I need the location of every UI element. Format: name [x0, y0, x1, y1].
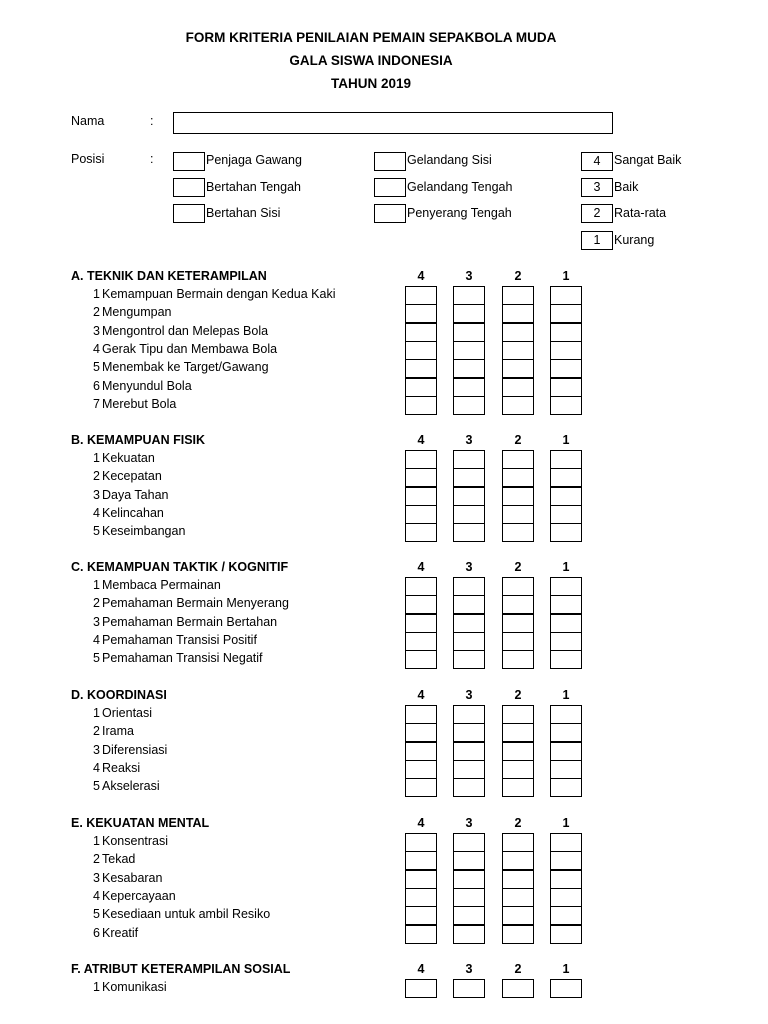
- criteria-item-number: 2: [93, 469, 100, 484]
- score-box-4[interactable]: [405, 979, 437, 998]
- criteria-item-label: Konsentrasi: [102, 834, 169, 848]
- score-box-2[interactable]: [502, 450, 534, 469]
- score-box-1[interactable]: [550, 505, 582, 524]
- score-box-4[interactable]: [405, 833, 437, 852]
- score-box-1[interactable]: [550, 705, 582, 724]
- criteria-item-label: Pemahaman Transisi Negatif: [102, 651, 263, 666]
- name-colon: :: [150, 114, 154, 128]
- criteria-item-number: 1: [93, 451, 100, 465]
- score-box-1[interactable]: [550, 906, 582, 925]
- section-title-kemampuan-taktik-kognitif: C. KEMAMPUAN TAKTIK / KOGNITIF: [71, 560, 289, 574]
- criteria-item-label: Kepercayaan: [102, 888, 176, 903]
- score-box-1[interactable]: [550, 742, 582, 761]
- score-box-4[interactable]: [405, 487, 437, 506]
- criteria-item-label: Irama: [102, 724, 134, 739]
- score-column-header: 3: [465, 560, 473, 574]
- score-box-2[interactable]: [502, 742, 534, 761]
- criteria-item-label: Daya Tahan: [102, 487, 169, 502]
- criteria-item-number: 5: [93, 779, 100, 794]
- score-box-2[interactable]: [502, 487, 534, 506]
- score-box-3[interactable]: [453, 450, 485, 469]
- score-box-4[interactable]: [405, 595, 437, 614]
- score-box-4[interactable]: [405, 396, 437, 415]
- score-column-header: 2: [514, 433, 522, 447]
- position-label-bertahan-sisi: Bertahan Sisi: [206, 206, 281, 220]
- legend-score-1: 1: [581, 231, 613, 250]
- score-box-2[interactable]: [502, 286, 534, 305]
- criteria-item-label: Kesediaan untuk ambil Resiko: [102, 907, 271, 922]
- score-box-3[interactable]: [453, 742, 485, 761]
- score-column-header: 4: [417, 688, 425, 702]
- score-box-1[interactable]: [550, 577, 582, 596]
- score-box-2[interactable]: [502, 778, 534, 797]
- score-box-4[interactable]: [405, 906, 437, 925]
- score-box-3[interactable]: [453, 632, 485, 651]
- score-box-1[interactable]: [550, 650, 582, 669]
- score-box-2[interactable]: [502, 888, 534, 907]
- score-box-4[interactable]: [405, 888, 437, 907]
- score-box-3[interactable]: [453, 286, 485, 305]
- score-box-2[interactable]: [502, 468, 534, 487]
- score-box-2[interactable]: [502, 323, 534, 342]
- score-box-1[interactable]: [550, 286, 582, 305]
- section-title-kemampuan-fisik: B. KEMAMPUAN FISIK: [71, 433, 206, 447]
- score-box-3[interactable]: [453, 979, 485, 998]
- score-box-2[interactable]: [502, 595, 534, 614]
- score-column-header: 1: [562, 269, 570, 283]
- score-box-1[interactable]: [550, 487, 582, 506]
- score-box-4[interactable]: [405, 378, 437, 397]
- criteria-item-label: Mengumpan: [102, 305, 172, 320]
- score-box-4[interactable]: [405, 760, 437, 779]
- score-box-2[interactable]: [502, 378, 534, 397]
- criteria-item-number: 4: [93, 341, 100, 356]
- score-box-3[interactable]: [453, 487, 485, 506]
- score-box-4[interactable]: [405, 341, 437, 360]
- criteria-item-number: 7: [93, 396, 100, 411]
- score-box-4[interactable]: [405, 505, 437, 524]
- criteria-item-label: Kekuatan: [102, 451, 155, 465]
- score-box-2[interactable]: [502, 851, 534, 870]
- criteria-item-label: Kreatif: [102, 925, 139, 940]
- score-box-2[interactable]: [502, 925, 534, 944]
- section-title-koordinasi: D. KOORDINASI: [71, 688, 167, 702]
- score-box-2[interactable]: [502, 979, 534, 998]
- score-box-3[interactable]: [453, 577, 485, 596]
- score-box-4[interactable]: [405, 705, 437, 724]
- position-checkbox-gelandang-sisi[interactable]: [374, 152, 406, 171]
- legend-label-kurang: Kurang: [614, 233, 655, 247]
- name-input[interactable]: [173, 112, 613, 134]
- score-box-4[interactable]: [405, 450, 437, 469]
- score-box-3[interactable]: [453, 705, 485, 724]
- position-label-gelandang-sisi: Gelandang Sisi: [407, 153, 492, 167]
- score-box-1[interactable]: [550, 833, 582, 852]
- score-box-2[interactable]: [502, 304, 534, 323]
- criteria-item-number: 5: [93, 907, 100, 922]
- score-box-2[interactable]: [502, 906, 534, 925]
- criteria-item-number: 2: [93, 305, 100, 320]
- criteria-item-number: 1: [93, 706, 100, 720]
- score-box-4[interactable]: [405, 523, 437, 542]
- score-box-4[interactable]: [405, 614, 437, 633]
- criteria-item-label: Membaca Permainan: [102, 578, 221, 592]
- criteria-item-label: Diferensiasi: [102, 742, 168, 757]
- score-box-2[interactable]: [502, 396, 534, 415]
- score-box-3[interactable]: [453, 304, 485, 323]
- score-box-1[interactable]: [550, 378, 582, 397]
- score-box-2[interactable]: [502, 760, 534, 779]
- criteria-item-number: 3: [93, 614, 100, 629]
- score-column-header: 4: [417, 433, 425, 447]
- criteria-item-label: Komunikasi: [102, 980, 167, 994]
- criteria-item-number: 3: [93, 742, 100, 757]
- legend-score-3: 3: [581, 178, 613, 197]
- score-box-4[interactable]: [405, 778, 437, 797]
- score-box-4[interactable]: [405, 323, 437, 342]
- criteria-item-label: Reaksi: [102, 760, 141, 775]
- score-column-header: 1: [562, 962, 570, 976]
- score-column-header: 4: [417, 816, 425, 830]
- section-title-teknik-dan-keterampilan: A. TEKNIK DAN KETERAMPILAN: [71, 269, 267, 283]
- criteria-item-number: 4: [93, 505, 100, 520]
- score-box-4[interactable]: [405, 286, 437, 305]
- score-column-header: 3: [465, 688, 473, 702]
- score-column-header: 1: [562, 688, 570, 702]
- score-box-3[interactable]: [453, 723, 485, 742]
- score-column-header: 2: [514, 269, 522, 283]
- criteria-item-number: 1: [93, 834, 100, 848]
- criteria-item-label: Pemahaman Bermain Menyerang: [102, 596, 289, 611]
- legend-label-baik: Baik: [614, 180, 639, 194]
- criteria-item-label: Kelincahan: [102, 505, 164, 520]
- position-label-bertahan-tengah: Bertahan Tengah: [206, 180, 301, 194]
- score-box-3[interactable]: [453, 523, 485, 542]
- position-colon: :: [150, 152, 154, 166]
- score-column-header: 2: [514, 816, 522, 830]
- name-label: Nama: [71, 114, 105, 128]
- position-label-penyerang-tengah: Penyerang Tengah: [407, 206, 512, 220]
- score-box-3[interactable]: [453, 906, 485, 925]
- criteria-item-label: Tekad: [102, 852, 136, 867]
- form-subtitle: GALA SISWA INDONESIA: [289, 53, 453, 68]
- criteria-item-label: Menyundul Bola: [102, 378, 192, 393]
- score-box-3[interactable]: [453, 888, 485, 907]
- score-box-2[interactable]: [502, 632, 534, 651]
- score-box-3[interactable]: [453, 359, 485, 378]
- criteria-item-label: Mengontrol dan Melepas Bola: [102, 323, 269, 338]
- score-column-header: 2: [514, 962, 522, 976]
- position-checkbox-bertahan-sisi[interactable]: [173, 204, 205, 223]
- position-checkbox-bertahan-tengah[interactable]: [173, 178, 205, 197]
- criteria-item-label: Kemampuan Bermain dengan Kedua Kaki: [102, 287, 336, 301]
- score-box-4[interactable]: [405, 851, 437, 870]
- score-box-3[interactable]: [453, 650, 485, 669]
- score-box-1[interactable]: [550, 778, 582, 797]
- score-column-header: 2: [514, 688, 522, 702]
- score-box-1[interactable]: [550, 468, 582, 487]
- score-column-header: 3: [465, 269, 473, 283]
- score-box-1[interactable]: [550, 851, 582, 870]
- score-box-4[interactable]: [405, 468, 437, 487]
- score-box-2[interactable]: [502, 359, 534, 378]
- score-column-header: 1: [562, 433, 570, 447]
- criteria-item-label: Keseimbangan: [102, 524, 186, 539]
- criteria-item-number: 2: [93, 724, 100, 739]
- position-label-penjaga-gawang: Penjaga Gawang: [206, 153, 302, 167]
- position-label-gelandang-tengah: Gelandang Tengah: [407, 180, 513, 194]
- form-year: TAHUN 2019: [330, 76, 412, 91]
- criteria-item-label: Akselerasi: [102, 779, 160, 794]
- score-box-3[interactable]: [453, 323, 485, 342]
- score-box-3[interactable]: [453, 925, 485, 944]
- score-box-4[interactable]: [405, 723, 437, 742]
- score-column-header: 4: [417, 269, 425, 283]
- score-box-1[interactable]: [550, 979, 582, 998]
- criteria-item-label: Menembak ke Target/Gawang: [102, 360, 269, 375]
- score-box-4[interactable]: [405, 925, 437, 944]
- score-box-4[interactable]: [405, 304, 437, 323]
- criteria-item-number: 1: [93, 578, 100, 592]
- criteria-item-number: 4: [93, 632, 100, 647]
- criteria-item-number: 2: [93, 596, 100, 611]
- score-box-1[interactable]: [550, 323, 582, 342]
- criteria-item-number: 6: [93, 925, 100, 940]
- score-box-1[interactable]: [550, 450, 582, 469]
- criteria-item-number: 3: [93, 870, 100, 885]
- score-box-2[interactable]: [502, 523, 534, 542]
- criteria-item-number: 3: [93, 323, 100, 338]
- score-box-2[interactable]: [502, 723, 534, 742]
- score-box-3[interactable]: [453, 833, 485, 852]
- score-box-4[interactable]: [405, 632, 437, 651]
- criteria-item-label: Kesabaran: [102, 870, 163, 885]
- score-box-2[interactable]: [502, 614, 534, 633]
- score-column-header: 4: [417, 560, 425, 574]
- score-box-3[interactable]: [453, 851, 485, 870]
- score-box-1[interactable]: [550, 632, 582, 651]
- score-column-header: 1: [562, 816, 570, 830]
- score-box-1[interactable]: [550, 595, 582, 614]
- score-box-3[interactable]: [453, 595, 485, 614]
- criteria-item-number: 2: [93, 852, 100, 867]
- score-box-3[interactable]: [453, 614, 485, 633]
- position-checkbox-gelandang-tengah[interactable]: [374, 178, 406, 197]
- criteria-item-number: 4: [93, 760, 100, 775]
- score-column-header: 4: [417, 962, 425, 976]
- score-box-4[interactable]: [405, 870, 437, 889]
- legend-label-sangat-baik: Sangat Baik: [614, 153, 682, 167]
- legend-label-rata-rata: Rata-rata: [614, 206, 667, 220]
- criteria-item-number: 5: [93, 360, 100, 375]
- score-box-1[interactable]: [550, 523, 582, 542]
- score-box-3[interactable]: [453, 505, 485, 524]
- score-box-4[interactable]: [405, 577, 437, 596]
- legend-score-2: 2: [581, 204, 613, 223]
- score-box-2[interactable]: [502, 577, 534, 596]
- score-box-1[interactable]: [550, 723, 582, 742]
- score-column-header: 3: [465, 433, 473, 447]
- score-box-1[interactable]: [550, 359, 582, 378]
- score-column-header: 2: [514, 560, 522, 574]
- score-box-2[interactable]: [502, 341, 534, 360]
- score-box-1[interactable]: [550, 396, 582, 415]
- score-box-3[interactable]: [453, 341, 485, 360]
- score-box-1[interactable]: [550, 870, 582, 889]
- score-box-4[interactable]: [405, 650, 437, 669]
- criteria-item-label: Gerak Tipu dan Membawa Bola: [102, 341, 278, 356]
- criteria-item-label: Kecepatan: [102, 469, 162, 484]
- criteria-item-label: Pemahaman Transisi Positif: [102, 632, 257, 647]
- criteria-item-label: Merebut Bola: [102, 396, 177, 411]
- position-checkbox-penyerang-tengah[interactable]: [374, 204, 406, 223]
- legend-score-4: 4: [581, 152, 613, 171]
- score-box-2[interactable]: [502, 705, 534, 724]
- criteria-item-number: 4: [93, 888, 100, 903]
- score-box-2[interactable]: [502, 833, 534, 852]
- criteria-item-number: 1: [93, 980, 100, 994]
- score-box-1[interactable]: [550, 304, 582, 323]
- score-box-3[interactable]: [453, 760, 485, 779]
- section-title-atribut-keterampilan-sosial: F. ATRIBUT KETERAMPILAN SOSIAL: [71, 962, 291, 976]
- score-box-2[interactable]: [502, 870, 534, 889]
- score-box-3[interactable]: [453, 378, 485, 397]
- position-checkbox-penjaga-gawang[interactable]: [173, 152, 205, 171]
- score-box-3[interactable]: [453, 778, 485, 797]
- score-box-2[interactable]: [502, 505, 534, 524]
- score-box-1[interactable]: [550, 760, 582, 779]
- score-box-4[interactable]: [405, 742, 437, 761]
- score-box-3[interactable]: [453, 468, 485, 487]
- position-label: Posisi: [71, 152, 105, 166]
- score-box-1[interactable]: [550, 925, 582, 944]
- score-box-2[interactable]: [502, 650, 534, 669]
- score-column-header: 3: [465, 962, 473, 976]
- score-box-1[interactable]: [550, 341, 582, 360]
- score-box-4[interactable]: [405, 359, 437, 378]
- criteria-item-label: Orientasi: [102, 706, 153, 720]
- score-box-1[interactable]: [550, 614, 582, 633]
- criteria-item-number: 1: [93, 287, 100, 301]
- criteria-item-number: 3: [93, 487, 100, 502]
- criteria-item-number: 5: [93, 651, 100, 666]
- score-box-3[interactable]: [453, 870, 485, 889]
- criteria-item-number: 6: [93, 378, 100, 393]
- section-title-kekuatan-mental: E. KEKUATAN MENTAL: [71, 816, 210, 830]
- criteria-item-label: Pemahaman Bermain Bertahan: [102, 614, 278, 629]
- criteria-item-number: 5: [93, 524, 100, 539]
- form-title: FORM KRITERIA PENILAIAN PEMAIN SEPAKBOLA MUDA: [185, 30, 557, 45]
- score-box-1[interactable]: [550, 888, 582, 907]
- score-column-header: 1: [562, 560, 570, 574]
- score-column-header: 3: [465, 816, 473, 830]
- score-box-3[interactable]: [453, 396, 485, 415]
